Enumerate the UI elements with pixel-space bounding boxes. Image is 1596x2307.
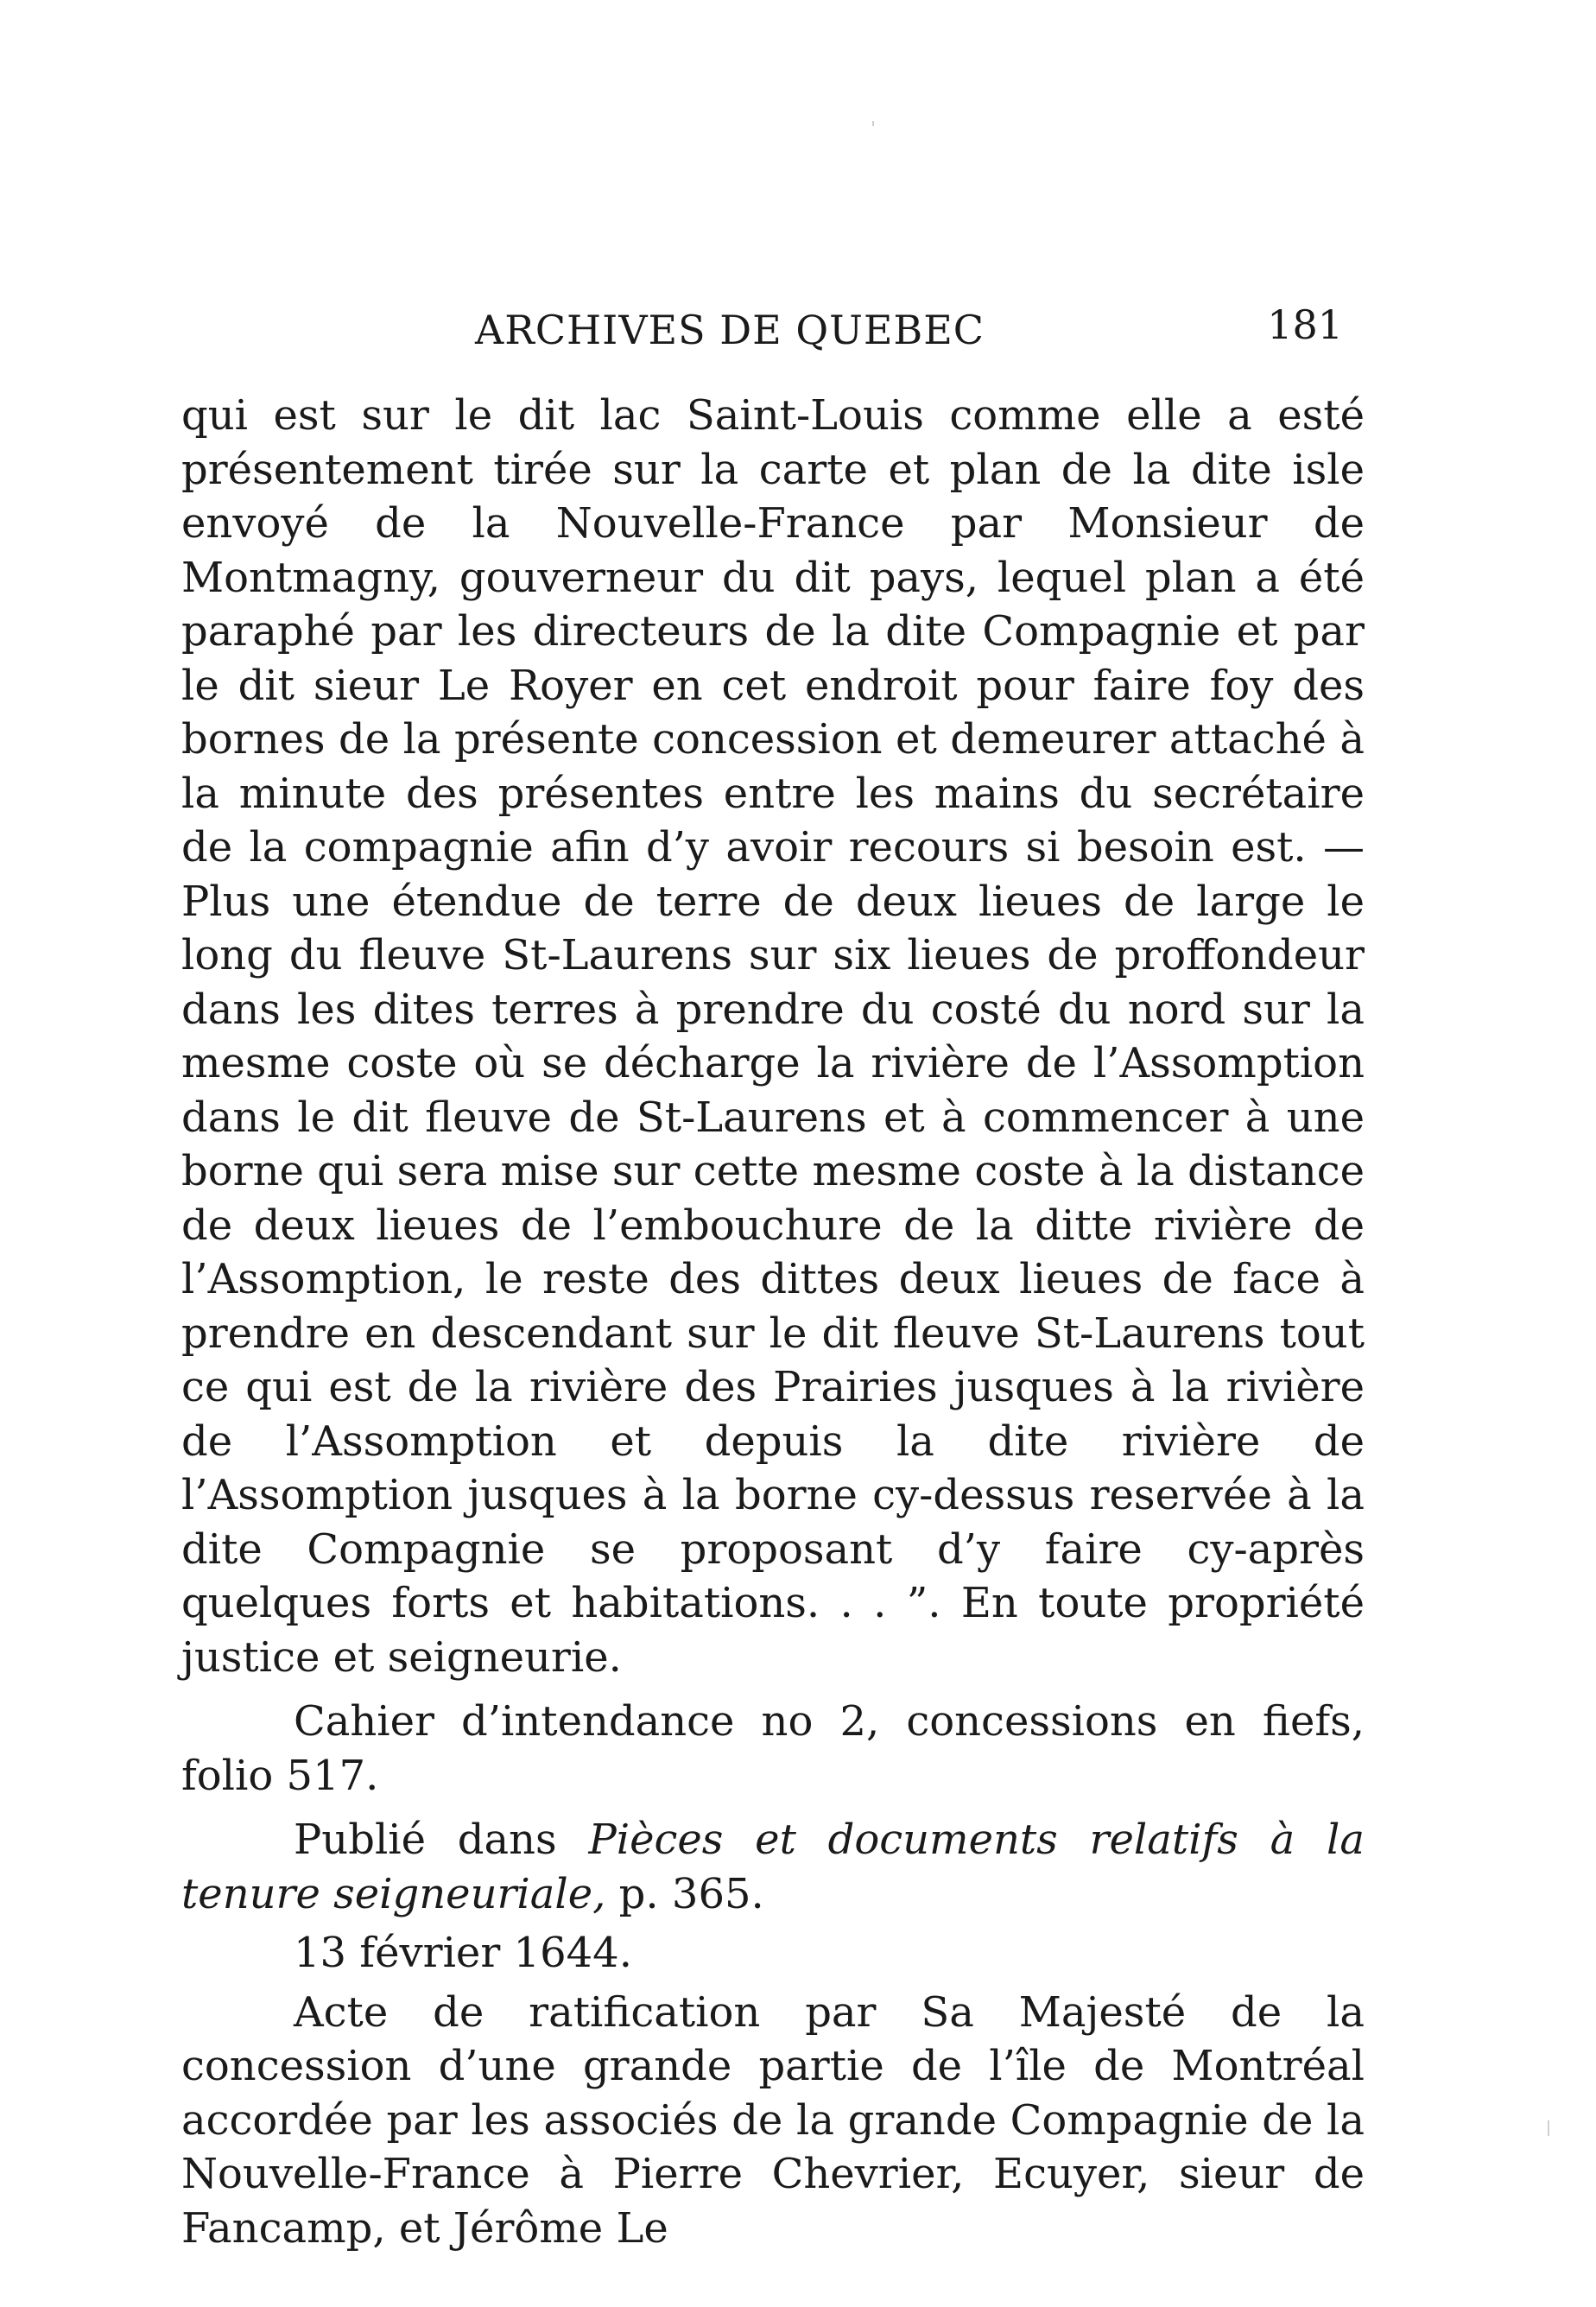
- entry-summary: Acte de ratification par Sa Majesté de la concession d’une grande partie de l’île de Montréal accordée par les associés de la grande Compagnie de la Nouvelle-France à Pierre Chevrier, Ecuyer, sieur de Fancamp, et Jérôme Le: [181, 1987, 1365, 2253]
- publication-title: Pièces et documents relatifs à la tenure seigneuriale,: [181, 1816, 1365, 1918]
- page-number: 181: [1267, 301, 1343, 348]
- entry-date: 13 février 1644.: [294, 1929, 632, 1977]
- scan-speck: [872, 121, 874, 126]
- source-citation: Cahier d’intendance no 2, concessions en fiefs, folio 517.: [181, 1697, 1365, 1800]
- publication-suffix: p. 365.: [605, 1869, 764, 1918]
- publication-reference: [181, 1813, 1365, 1921]
- scan-speck: [1548, 2120, 1549, 2136]
- running-title: ARCHIVES DE QUEBEC: [475, 307, 985, 353]
- page-header: [186, 301, 1343, 358]
- body-text: [181, 389, 1365, 2255]
- publication-prefix: Publié dans: [294, 1816, 589, 1864]
- paragraph-continuation: qui est sur le dit lac Saint-Louis comme elle a esté présentement tirée sur la carte et plan de la dite isle envoyé de la Nouvelle-France par Monsieur de Montmagny, gouverneur du dit pays, lequel plan a été paraphé par les directeurs de la dite Compagnie et par le dit sieur Le Royer en cet endroit pour faire foy des bornes de la présente concession et demeurer attaché à la minute des présentes entre les mains du secrétaire de la compagnie afin d’y avoir recours si besoin est. — Plus une étendue de terre de deux lieues de large le long du fleuve St-Laurens sur six lieues de proffondeur dans les dites terres à prendre du costé du nord sur la mesme coste où se décharge la rivière de l’Assomption dans le dit fleuve de St-Laurens et à commencer à une borne qui sera mise sur cette mesme coste à la distance de deux lieues de l’embouchure de la ditte rivière de l’Assomption, le reste des dittes deux lieues de face à prendre en descendant sur le dit fleuve St-Laurens tout ce qui est de la rivière des Prairies jusques à la rivière de l’Assomption et depuis la dite rivière de l’Assomption jusques à la borne cy-dessus reservée à la dite Compagnie se proposant d’y faire cy-après quelques forts et habitations. . . ”. En toute propriété justice et seigneurie.: [181, 391, 1365, 1682]
